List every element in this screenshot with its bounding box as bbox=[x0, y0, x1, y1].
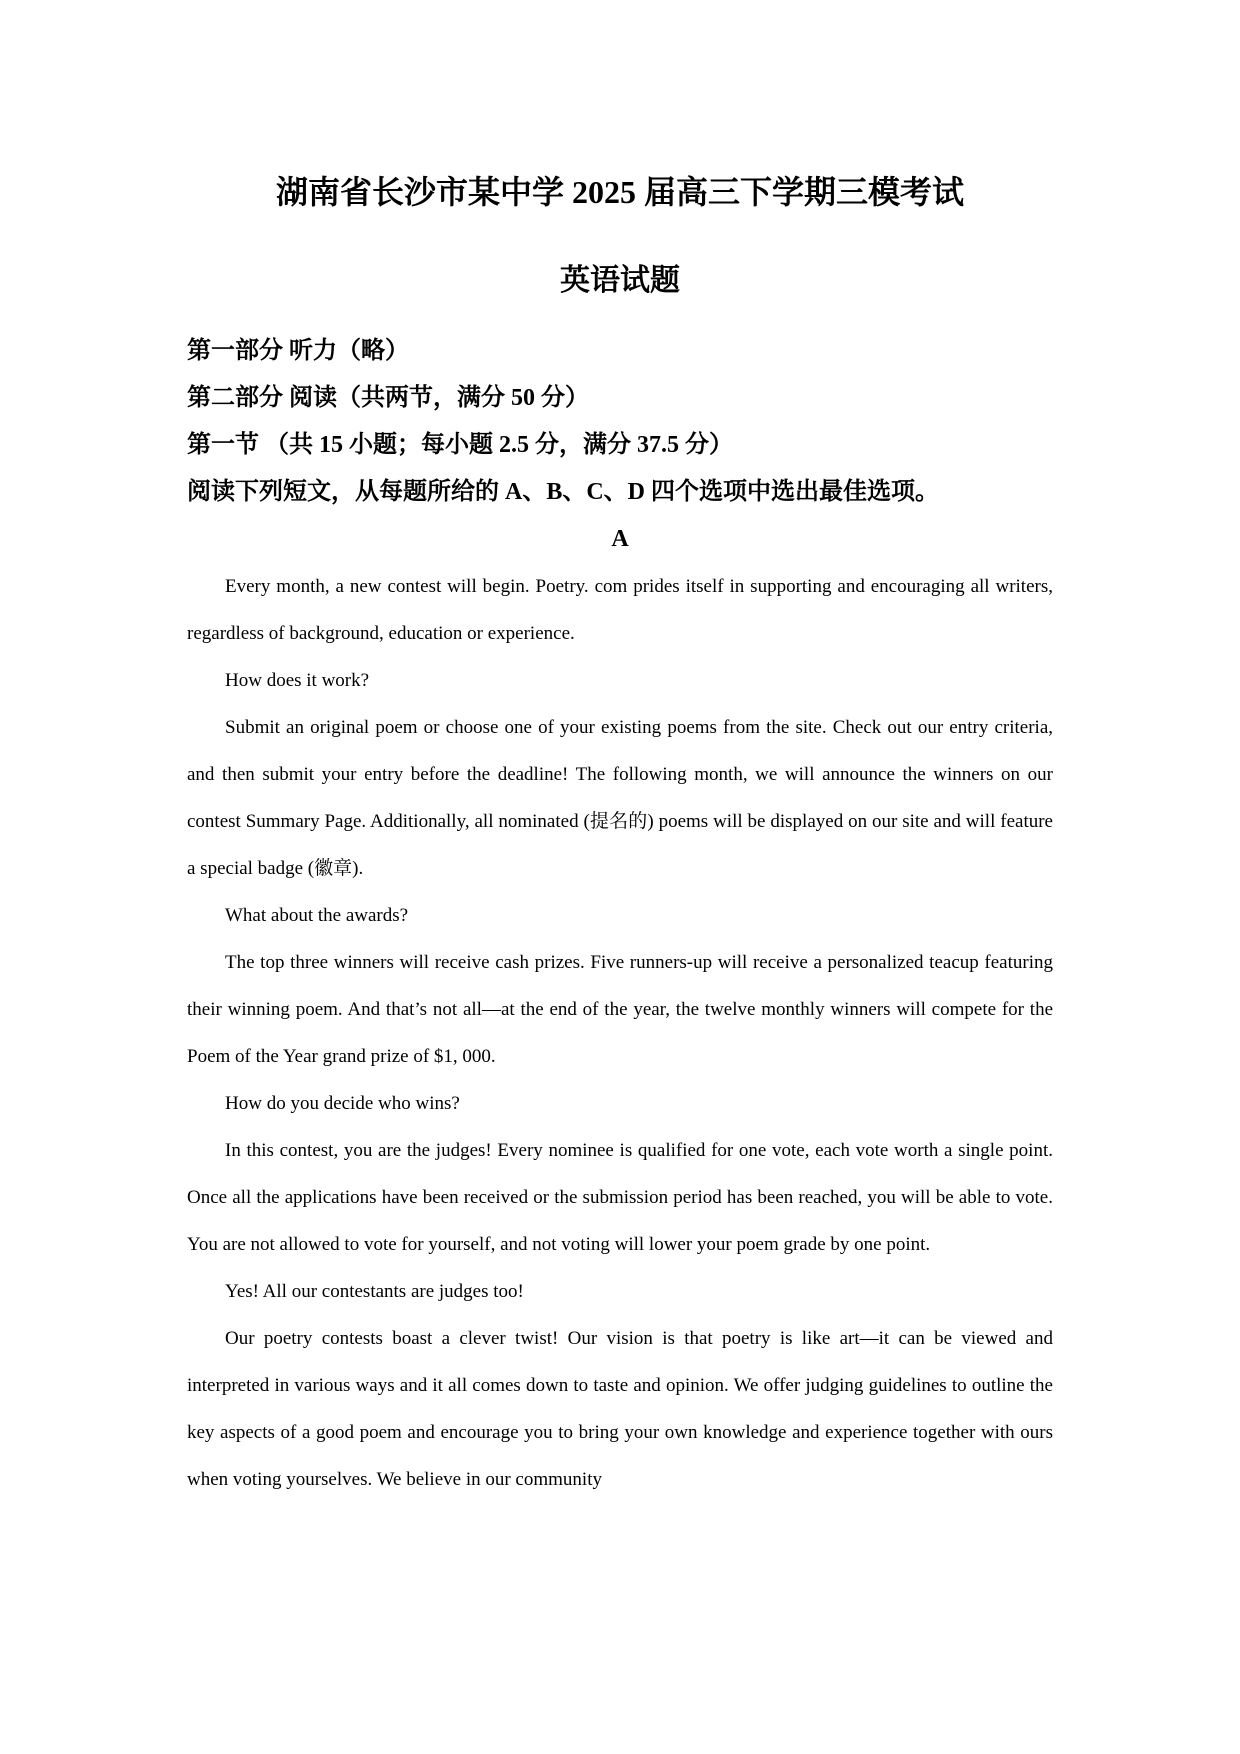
passage-paragraph: Yes! All our contestants are judges too! bbox=[225, 1281, 524, 1302]
passage-paragraph: How does it work? bbox=[225, 670, 370, 691]
heading-section1: 第一节 （共 15 小题；每小题 2.5 分，满分 37.5 分） bbox=[187, 432, 733, 458]
reading-instruction: 阅读下列短文，从每题所给的 A、B、C、D 四个选项中选出最佳选项。 bbox=[187, 479, 940, 505]
passage-paragraph: Submit an original poem or choose one of your existing poems from the site. Check out our entry criteria, and then submit your entry before the deadline! The following month, we will announce the winners on our contest Summary Page. Additionally, all nominated (提名的) poems will be displayed on our site and will feature a special badge (徽章). bbox=[187, 717, 1053, 879]
passage-paragraph: Every month, a new contest will begin. Poetry. com prides itself in supporting and encouraging all writers, regardless of background, education or experience. bbox=[187, 576, 1053, 644]
passage-paragraph: Our poetry contests boast a clever twist! Our vision is that poetry is like art—it can be viewed and interpreted in various ways and it all comes down to taste and opinion. We offer judging guidelines to outline the key aspects of a good poem and encourage you to bring your own knowledge and experience together with ours when voting yourselves. We believe in our community bbox=[187, 1328, 1053, 1490]
heading-part1-listening: 第一部分 听力（略） bbox=[187, 338, 409, 364]
passage-label: A bbox=[611, 526, 629, 552]
section-headings bbox=[187, 328, 1053, 516]
passage-paragraph: How do you decide who wins? bbox=[225, 1093, 460, 1114]
passage-paragraph: In this contest, you are the judges! Every nominee is qualified for one vote, each vote worth a single point. Once all the applications have been received or the submission period has been reached, you will be able to vote. You are not allowed to vote for yourself, and not voting will lower your poem grade by one point. bbox=[187, 1140, 1053, 1255]
heading-part2-reading: 第二部分 阅读（共两节，满分 50 分） bbox=[187, 385, 589, 411]
passage-paragraph: The top three winners will receive cash prizes. Five runners-up will receive a personalized teacup featuring their winning poem. And that’s not all—at the end of the year, the twelve monthly winners will compete for the Poem of the Year grand prize of $1, 000. bbox=[187, 952, 1053, 1067]
exam-subtitle: 英语试题 bbox=[560, 264, 680, 297]
exam-title: 湖南省长沙市某中学 2025 届高三下学期三模考试 bbox=[275, 174, 964, 210]
reading-passage-a bbox=[187, 516, 1053, 1503]
passage-paragraph: What about the awards? bbox=[225, 905, 409, 926]
